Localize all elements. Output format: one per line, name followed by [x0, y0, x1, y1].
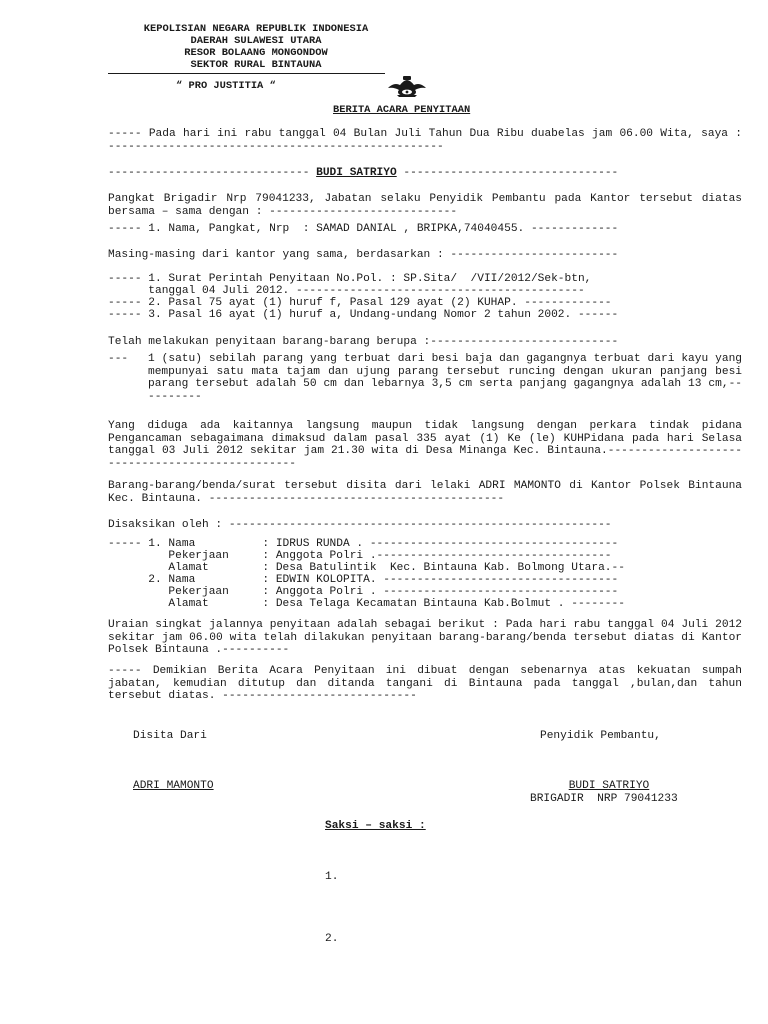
summary-paragraph: Uraian singkat jalannya penyitaan adalah sebagai berikut : Pada hari rabu tanggal 04 Juli 2012 sekitar jam 06.00 wita telah dilakukan penyitaan barang-barang/benda tersebut diatas di Kantor Polsek Bintauna .----------	[108, 619, 742, 657]
witness-sign-title: Saksi – saksi :	[325, 820, 426, 832]
seized-intro: Telah melakukan penyitaan barang-barang berupa :----------------------------	[108, 336, 619, 348]
intro-paragraph: ----- Pada hari ini rabu tanggal 04 Bulan Juli Tahun Dua Ribu duabelas jam 06.00 Wita, saya : --------------------------------------------------	[108, 128, 742, 153]
investigator-name: BUDI SATRIYO	[568, 780, 650, 792]
investigator-rank: BRIGADIR NRP 79041233	[530, 793, 678, 805]
officer-line-left: ------------------------------	[108, 167, 317, 179]
witness-sign-2: 2.	[325, 933, 339, 945]
witness-2-job: Pekerjaan : Anggota Polri . -----------------------------------	[108, 586, 619, 598]
seized-from-name: ADRI MAMONTO	[133, 780, 214, 792]
officer-name: BUDI SATRIYO	[316, 167, 397, 179]
seized-item-prefix: ---	[108, 353, 129, 365]
officer-line	[108, 167, 742, 180]
pro-justitia: “ PRO JUSTITIA “	[176, 80, 276, 92]
witness-intro: Disaksikan oleh : ---------------------------------------------------------	[108, 519, 612, 531]
header-line-1: KEPOLISIAN NEGARA REPUBLIK INDONESIA	[143, 23, 369, 35]
witness-sign-1: 1.	[325, 871, 339, 883]
header-divider	[108, 73, 385, 74]
companion-line: ----- 1. Nama, Pangkat, Nrp : SAMAD DANIAL , BRIPKA,74040455. -------------	[108, 223, 619, 235]
police-emblem-icon	[384, 74, 430, 98]
source-paragraph: Barang-barang/benda/surat tersebut disita dari lelaki ADRI MAMONTO di Kantor Polsek Bintauna Kec. Bintauna. --------------------------------------------	[108, 480, 742, 505]
witness-1-job: Pekerjaan : Anggota Polri .-----------------------------------	[108, 550, 612, 562]
suspect-paragraph: Yang diduga ada kaitannya langsung maupun tidak langsung dengan perkara tindak pidana Pengancaman sebagaimana dimaksud dalam pasal 335 ayat (1) Ke (le) KUHPidana pada hari Selasa tanggal 03 Juli 2012 sekitar jam 21.30 wita di Desa Minanga Kec. Bintauna.------------------------------------------------	[108, 420, 742, 470]
officer-line-right: --------------------------------	[396, 167, 619, 179]
closing-paragraph: ----- Demikian Berita Acara Penyitaan ini dibuat dengan sebenarnya atas kekuatan sumpah jabatan, kemudian ditutup dan ditanda tangani di Bintauna pada tanggal ,bulan,dan tahun tersebut diatas. -----------------------------	[108, 665, 742, 703]
witness-1-name: ----- 1. Nama : IDRUS RUNDA . -------------------------------------	[108, 538, 619, 550]
header-line-2: DAERAH SULAWESI UTARA	[190, 35, 322, 47]
seized-item: 1 (satu) sebilah parang yang terbuat dari besi baja dan gagangnya terbuat dari kayu yang mempunyai satu mata tajam dan ujung parang tersebut runcing dengan ukuran panjang besi parang tersebut adalah 50 cm dan lebarnya 3,5 cm serta panjang gagangnya adalah 13 cm,----------	[148, 353, 742, 403]
header-line-4: SEKTOR RURAL BINTAUNA	[190, 59, 322, 71]
header-line-3: RESOR BOLAANG MONGONDOW	[184, 47, 328, 59]
basis-item-1-cont: tanggal 04 Juli 2012. -------------------------------------------	[108, 285, 585, 297]
basis-item-2: ----- 2. Pasal 75 ayat (1) huruf f, Pasal 129 ayat (2) KUHAP. -------------	[108, 297, 612, 309]
basis-intro: Masing-masing dari kantor yang sama, berdasarkan : -------------------------	[108, 249, 619, 261]
document-title: BERITA ACARA PENYITAAN	[333, 104, 471, 116]
witness-2-name: 2. Nama : EDWIN KOLOPITA. -----------------------------------	[108, 574, 619, 586]
rank-paragraph: Pangkat Brigadir Nrp 79041233, Jabatan selaku Penyidik Pembantu pada Kantor tersebut diatas bersama – sama dengan : ----------------------------	[108, 193, 742, 218]
witness-1-address: Alamat : Desa Batulintik Kec. Bintauna Kab. Bolmong Utara.--	[108, 562, 625, 574]
witness-2-address: Alamat : Desa Telaga Kecamatan Bintauna Kab.Bolmut . --------	[108, 598, 625, 610]
investigator-label: Penyidik Pembantu,	[540, 730, 661, 742]
basis-item-3: ----- 3. Pasal 16 ayat (1) huruf a, Undang-undang Nomor 2 tahun 2002. ------	[108, 309, 619, 321]
seized-from-label: Disita Dari	[133, 730, 207, 742]
basis-item-1: ----- 1. Surat Perintah Penyitaan No.Pol. : SP.Sita/ /VII/2012/Sek-btn,	[108, 273, 592, 285]
